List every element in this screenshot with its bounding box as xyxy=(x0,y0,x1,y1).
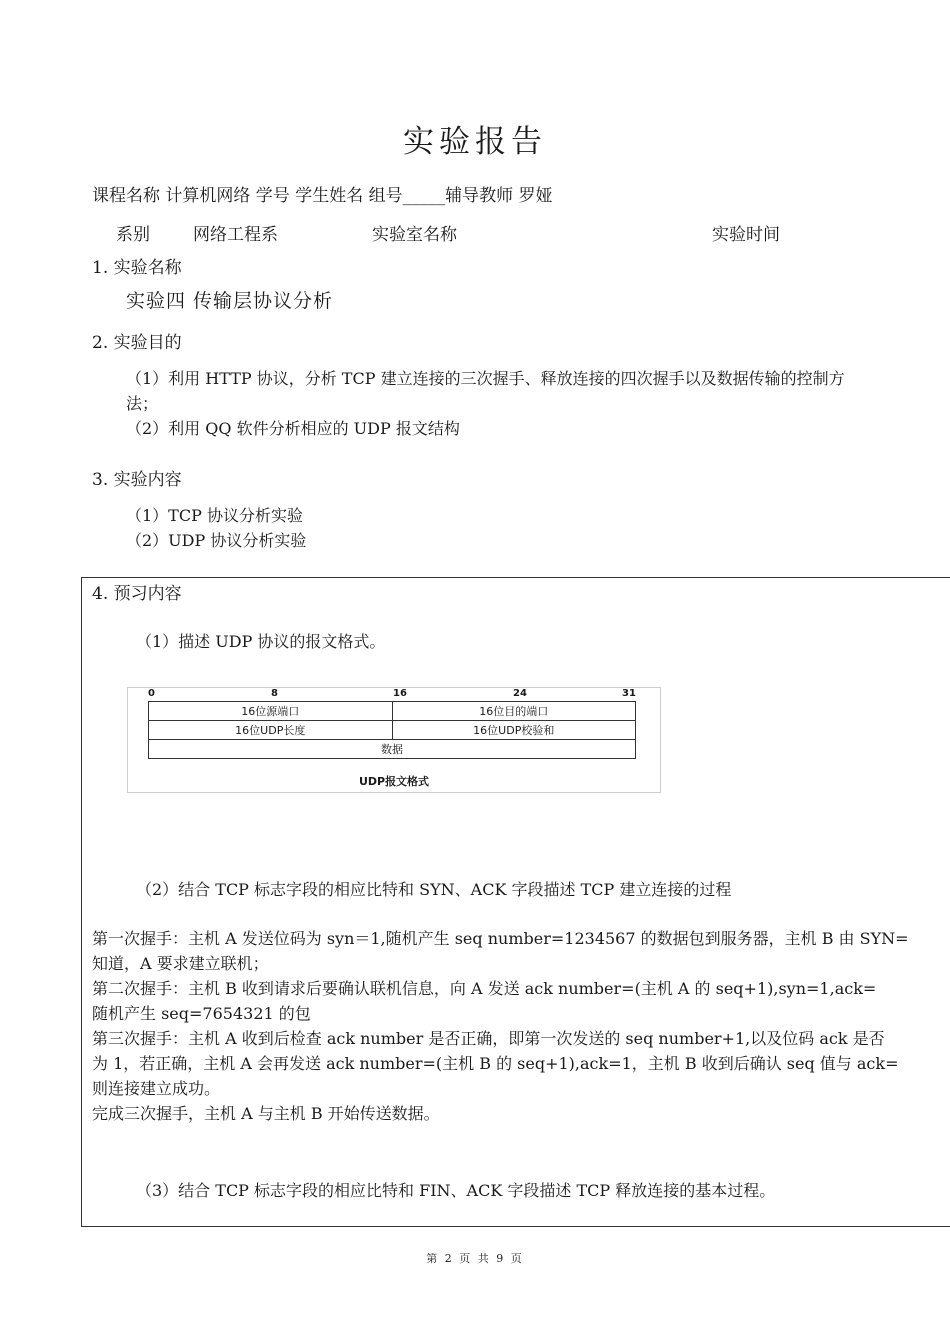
objective-1-line-a: （1）利用 HTTP 协议，分析 TCP 建立连接的三次握手、释放连接的四次握手以及数据传输的控制方 xyxy=(126,369,845,388)
content-item-2: （2）UDP 协议分析实验 xyxy=(126,531,307,550)
section-1-heading: 1. 实验名称 xyxy=(92,258,182,278)
header-dept-value: 网络工程系 xyxy=(193,225,278,245)
handshake-line-4: 随机产生 seq=7654321 的包 xyxy=(92,1004,311,1023)
header-course-line: 课程名称 计算机网络 学号 学生姓名 组号_____辅导教师 罗娅 xyxy=(92,186,553,206)
content-item-1: （1）TCP 协议分析实验 xyxy=(126,506,303,525)
experiment-name: 实验四 传输层协议分析 xyxy=(126,290,334,312)
handshake-line-7: 则连接建立成功。 xyxy=(92,1079,221,1098)
handshake-line-3: 第二次握手：主机 B 收到请求后要确认联机信息，向 A 发送 ack number=(主机 A 的 seq+1),syn=1,ack= xyxy=(92,979,877,998)
bit-label-24: 24 xyxy=(513,688,527,699)
bit-label-31: 31 xyxy=(622,688,636,699)
preview-content-box xyxy=(81,577,950,1227)
handshake-line-2: 知道，A 要求建立联机； xyxy=(92,954,269,973)
header-lab-room-label: 实验室名称 xyxy=(372,225,457,245)
handshake-line-5: 第三次握手：主机 A 收到后检查 ack number 是否正确，即第一次发送的 seq number+1,以及位码 ack 是否 xyxy=(92,1029,885,1048)
header-dept-label: 系别 xyxy=(116,225,150,245)
handshake-line-1: 第一次握手：主机 A 发送位码为 syn＝1,随机产生 seq number=1234567 的数据包到服务器，主机 B 由 SYN= xyxy=(92,929,909,948)
section-3-heading: 3. 实验内容 xyxy=(92,470,182,490)
document-title: 实验报告 xyxy=(403,124,547,160)
udp-checksum-cell: 16位UDP校验和 xyxy=(392,721,636,740)
bit-label-0: 0 xyxy=(148,688,155,699)
udp-length-cell: 16位UDP长度 xyxy=(149,721,393,740)
preview-question-1: （1）描述 UDP 协议的报文格式。 xyxy=(136,632,386,651)
objective-2: （2）利用 QQ 软件分析相应的 UDP 报文结构 xyxy=(126,419,460,438)
preview-question-2: （2）结合 TCP 标志字段的相应比特和 SYN、ACK 字段描述 TCP 建立连接的过程 xyxy=(136,880,732,899)
section-2-heading: 2. 实验目的 xyxy=(92,333,182,353)
objective-1-line-b: 法； xyxy=(126,394,159,413)
page-number: 第 2 页 共 9 页 xyxy=(426,1252,524,1265)
header-lab-time-label: 实验时间 xyxy=(712,225,780,245)
section-4-heading: 4. 预习内容 xyxy=(92,584,182,604)
diagram-caption: UDP报文格式 xyxy=(358,775,430,788)
bit-label-16: 16 xyxy=(393,688,407,699)
dest-port-cell: 16位目的端口 xyxy=(392,702,636,721)
udp-format-diagram xyxy=(127,687,661,793)
preview-question-3: （3）结合 TCP 标志字段的相应比特和 FIN、ACK 字段描述 TCP 释放连接的基本过程。 xyxy=(136,1181,776,1200)
udp-header-table xyxy=(148,701,636,759)
handshake-line-6: 为 1，若正确，主机 A 会再发送 ack number=(主机 B 的 seq+1),ack=1，主机 B 收到后确认 seq 值与 ack= xyxy=(92,1054,899,1073)
source-port-cell: 16位源端口 xyxy=(149,702,393,721)
bit-label-8: 8 xyxy=(271,688,278,699)
data-cell: 数据 xyxy=(149,740,636,759)
handshake-line-8: 完成三次握手，主机 A 与主机 B 开始传送数据。 xyxy=(92,1104,440,1123)
